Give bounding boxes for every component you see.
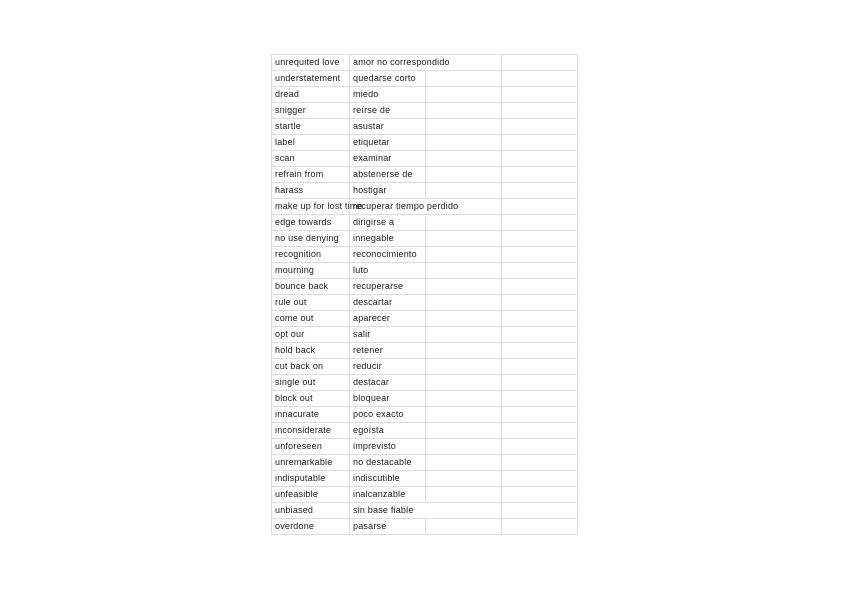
spanish-translation: reconocimiento (353, 249, 417, 259)
cell-empty[interactable] (426, 87, 502, 103)
cell-empty[interactable] (426, 311, 502, 327)
cell-spanish[interactable] (350, 247, 426, 263)
cell-empty[interactable] (502, 71, 578, 87)
cell-spanish[interactable] (350, 183, 426, 199)
cell-english[interactable] (272, 247, 350, 263)
cell-english[interactable] (272, 487, 350, 503)
table-row (272, 87, 578, 103)
spanish-translation: poco exacto (353, 409, 404, 419)
cell-empty[interactable] (502, 103, 578, 119)
cell-empty[interactable] (502, 359, 578, 375)
table-row (272, 135, 578, 151)
english-term: overdone (275, 521, 315, 531)
table-row (272, 375, 578, 391)
cell-english[interactable] (272, 439, 350, 455)
cell-empty[interactable] (502, 439, 578, 455)
english-term: inconsiderate (275, 425, 332, 435)
english-term: come out (275, 313, 314, 323)
cell-spanish[interactable] (350, 327, 426, 343)
cell-empty[interactable] (502, 295, 578, 311)
table-row (272, 423, 578, 439)
english-term: bounce back (275, 281, 329, 291)
table-row (272, 311, 578, 327)
table-row (272, 183, 578, 199)
cell-english[interactable] (272, 455, 350, 471)
cell-empty[interactable] (426, 391, 502, 407)
spanish-translation: recuperarse (353, 281, 404, 291)
cell-empty[interactable] (426, 343, 502, 359)
cell-spanish[interactable] (350, 279, 426, 295)
cell-empty[interactable] (502, 135, 578, 151)
cell-spanish[interactable] (350, 215, 426, 231)
cell-spanish[interactable] (350, 103, 426, 119)
english-term: scan (275, 153, 295, 163)
cell-empty[interactable] (426, 327, 502, 343)
table-row (272, 167, 578, 183)
cell-spanish[interactable] (350, 359, 426, 375)
spanish-translation: innegable (353, 233, 394, 243)
english-term: cut back on (275, 361, 324, 371)
cell-spanish[interactable] (350, 119, 426, 135)
spanish-translation: abstenerse de (353, 169, 413, 179)
english-term: unremarkable (275, 457, 333, 467)
cell-empty[interactable] (426, 183, 502, 199)
spanish-translation: recuperar tiempo perdido (353, 201, 459, 211)
table-row (272, 247, 578, 263)
cell-spanish[interactable] (350, 151, 426, 167)
english-term: make up for lost time (275, 201, 363, 211)
english-term: hold back (275, 345, 316, 355)
cell-empty[interactable] (502, 375, 578, 391)
cell-empty[interactable] (502, 119, 578, 135)
english-term: harass (275, 185, 304, 195)
cell-english[interactable] (272, 231, 350, 247)
spanish-translation: reírse de (353, 105, 391, 115)
cell-english[interactable] (272, 199, 363, 215)
cell-english[interactable] (272, 119, 350, 135)
cell-empty[interactable] (502, 327, 578, 343)
cell-empty[interactable] (502, 311, 578, 327)
cell-spanish[interactable] (350, 455, 426, 471)
table-row (272, 263, 578, 279)
cell-english[interactable] (272, 391, 350, 407)
cell-spanish[interactable] (350, 487, 426, 503)
cell-empty[interactable] (502, 215, 578, 231)
cell-empty[interactable] (426, 135, 502, 151)
cell-empty[interactable] (502, 279, 578, 295)
cell-empty[interactable] (426, 471, 502, 487)
cell-english[interactable] (272, 55, 350, 71)
cell-english[interactable] (272, 263, 350, 279)
cell-english[interactable] (272, 295, 350, 311)
cell-english[interactable] (272, 519, 350, 535)
cell-spanish[interactable] (350, 231, 426, 247)
cell-english[interactable] (272, 471, 350, 487)
spanish-translation: sin base fiable (353, 505, 414, 515)
spanish-translation: indiscutible (353, 473, 400, 483)
cell-empty[interactable] (502, 55, 578, 71)
english-term: unrequited love (275, 57, 340, 67)
table-row (272, 231, 578, 247)
cell-empty[interactable] (426, 247, 502, 263)
cell-spanish[interactable] (350, 375, 426, 391)
table-row (272, 295, 578, 311)
cell-empty[interactable] (502, 519, 578, 535)
spanish-translation: amor no correspondido (353, 57, 450, 67)
english-term: recognition (275, 249, 322, 259)
english-term: understatement (275, 73, 341, 83)
spanish-translation: reducir (353, 361, 382, 371)
cell-english[interactable] (272, 103, 350, 119)
spanish-translation: pasarse (353, 521, 387, 531)
cell-empty[interactable] (426, 103, 502, 119)
cell-english[interactable] (272, 423, 350, 439)
english-term: edge towards (275, 217, 332, 227)
cell-empty[interactable] (426, 71, 502, 87)
spanish-translation: examinar (353, 153, 392, 163)
cell-spanish[interactable] (350, 503, 502, 519)
cell-spanish[interactable] (350, 391, 426, 407)
table-row (272, 119, 578, 135)
table-row (272, 439, 578, 455)
english-term: opt our (275, 329, 305, 339)
english-term: unbiased (275, 505, 314, 515)
cell-empty[interactable] (502, 407, 578, 423)
cell-spanish[interactable] (350, 71, 426, 87)
table-row (272, 327, 578, 343)
spanish-translation: imprevisto (353, 441, 397, 451)
cell-empty[interactable] (502, 263, 578, 279)
cell-empty[interactable] (502, 199, 578, 215)
english-term: label (275, 137, 296, 147)
cell-empty[interactable] (426, 407, 502, 423)
cell-empty[interactable] (502, 343, 578, 359)
spanish-translation: inalcanzable (353, 489, 406, 499)
table-row (272, 503, 578, 519)
english-term: rule out (275, 297, 307, 307)
table-row (272, 471, 578, 487)
cell-empty[interactable] (502, 87, 578, 103)
spanish-translation: destacar (353, 377, 390, 387)
cell-empty[interactable] (502, 455, 578, 471)
cell-english[interactable] (272, 183, 350, 199)
spanish-translation: dirigirse a (353, 217, 395, 227)
table-row (272, 103, 578, 119)
cell-empty[interactable] (426, 151, 502, 167)
table-row (272, 215, 578, 231)
cell-spanish[interactable] (350, 263, 426, 279)
table-row (272, 407, 578, 423)
cell-english[interactable] (272, 407, 350, 423)
english-term: single out (275, 377, 316, 387)
cell-english[interactable] (272, 87, 350, 103)
english-term: innacurate (275, 409, 320, 419)
spanish-translation: retener (353, 345, 383, 355)
cell-english[interactable] (272, 359, 350, 375)
cell-english[interactable] (272, 343, 350, 359)
table-row (272, 391, 578, 407)
cell-spanish[interactable] (350, 87, 426, 103)
vocabulary-rows (272, 55, 578, 535)
cell-empty[interactable] (426, 119, 502, 135)
english-term: block out (275, 393, 313, 403)
cell-empty[interactable] (502, 247, 578, 263)
table-row (272, 71, 578, 87)
cell-empty[interactable] (426, 375, 502, 391)
table-row (272, 55, 578, 71)
spanish-translation: asustar (353, 121, 384, 131)
cell-empty[interactable] (426, 423, 502, 439)
spanish-translation: quedarse corto (353, 73, 416, 83)
spanish-translation: no destacable (353, 457, 412, 467)
table-row (272, 455, 578, 471)
english-term: dread (275, 89, 300, 99)
table-row (272, 151, 578, 167)
cell-english[interactable] (272, 503, 350, 519)
spanish-translation: hostigar (353, 185, 387, 195)
table-row (272, 519, 578, 535)
spanish-translation: egoísta (353, 425, 384, 435)
cell-empty[interactable] (426, 167, 502, 183)
cell-spanish[interactable] (350, 343, 426, 359)
cell-spanish[interactable] (350, 199, 502, 215)
cell-english[interactable] (272, 327, 350, 343)
english-term: no use denying (275, 233, 339, 243)
spanish-translation: descartar (353, 297, 393, 307)
cell-english[interactable] (272, 311, 350, 327)
table-row (272, 279, 578, 295)
cell-empty[interactable] (426, 231, 502, 247)
spanish-translation: aparecer (353, 313, 391, 323)
cell-english[interactable] (272, 167, 350, 183)
cell-spanish[interactable] (350, 407, 426, 423)
cell-empty[interactable] (502, 151, 578, 167)
cell-english[interactable] (272, 279, 350, 295)
cell-empty[interactable] (502, 487, 578, 503)
spanish-translation: miedo (353, 89, 379, 99)
cell-empty[interactable] (502, 391, 578, 407)
english-term: unfeasible (275, 489, 319, 499)
cell-english[interactable] (272, 151, 350, 167)
cell-spanish[interactable] (350, 295, 426, 311)
spanish-translation: etiquetar (353, 137, 390, 147)
cell-empty[interactable] (426, 439, 502, 455)
english-term: unforeseen (275, 441, 323, 451)
cell-empty[interactable] (426, 215, 502, 231)
cell-spanish[interactable] (350, 135, 426, 151)
table-row (272, 199, 578, 215)
english-term: snigger (275, 105, 306, 115)
cell-spanish[interactable] (350, 55, 502, 71)
table-row (272, 359, 578, 375)
cell-english[interactable] (272, 215, 350, 231)
table-row (272, 487, 578, 503)
english-term: mourning (275, 265, 315, 275)
cell-empty[interactable] (426, 455, 502, 471)
cell-empty[interactable] (502, 231, 578, 247)
vocabulary-table (271, 54, 578, 535)
english-term: refrain from (275, 169, 324, 179)
cell-empty[interactable] (426, 487, 502, 503)
cell-english[interactable] (272, 135, 350, 151)
cell-english[interactable] (272, 71, 350, 87)
english-term: startle (275, 121, 301, 131)
cell-spanish[interactable] (350, 471, 426, 487)
cell-spanish[interactable] (350, 311, 426, 327)
spanish-translation: bloquear (353, 393, 390, 403)
cell-empty[interactable] (502, 167, 578, 183)
cell-empty[interactable] (502, 471, 578, 487)
cell-english[interactable] (272, 375, 350, 391)
cell-spanish[interactable] (350, 519, 426, 535)
cell-spanish[interactable] (350, 167, 426, 183)
spanish-translation: luto (353, 265, 369, 275)
cell-empty[interactable] (426, 519, 502, 535)
cell-empty[interactable] (502, 183, 578, 199)
cell-empty[interactable] (426, 359, 502, 375)
table-row (272, 343, 578, 359)
cell-empty[interactable] (426, 295, 502, 311)
cell-empty[interactable] (502, 423, 578, 439)
spanish-translation: salir (353, 329, 371, 339)
cell-spanish[interactable] (350, 439, 426, 455)
cell-empty[interactable] (502, 503, 578, 519)
cell-empty[interactable] (426, 263, 502, 279)
english-term: indisputable (275, 473, 326, 483)
cell-spanish[interactable] (350, 423, 426, 439)
cell-empty[interactable] (426, 279, 502, 295)
